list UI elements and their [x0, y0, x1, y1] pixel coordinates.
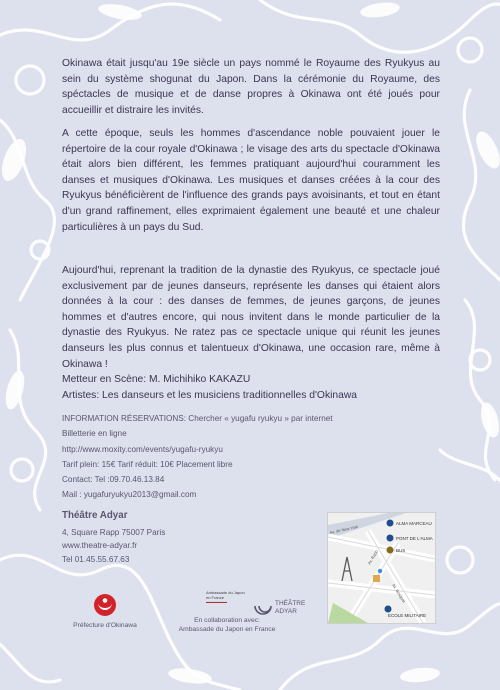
intro-paragraph: Okinawa était jusqu'au 19e siècle un pays nommé le Royaume des Ryukyus au sein du système shogunat du Japon. Dans la cérémonie du Royaume, des spéctacles de musique et de danse propres à Okinawa ont été joués pour accueillir et distraire les invités.: [62, 58, 440, 116]
venue-marker-icon: [373, 575, 380, 582]
venue-name: Théâtre Adyar: [62, 510, 128, 521]
ambassade-emblem: [202, 590, 252, 612]
okinawa-prefecture-logo: [70, 590, 140, 630]
ambassade-japanese-text: ▬▬▬▬▬▬: [206, 600, 227, 604]
map-label-ecole-militaire: ECOLE MILITAIRE: [388, 613, 427, 618]
venue-address: 4, Square Rapp 75007 Paris: [62, 527, 166, 537]
venue-website[interactable]: www.theatre-adyar.fr: [62, 541, 138, 551]
ambassade-line1: Ambassade du Japon: [206, 590, 245, 595]
credits-block: [62, 372, 357, 403]
reservation-info-block: [62, 411, 333, 503]
map-label-pont-alma: PONT DE L'ALMA: [396, 536, 433, 541]
theatre-logo-line1: THÉÂTRE: [275, 600, 306, 607]
contact-phone: Contact: Tel :09.70.46.13.84: [62, 475, 165, 485]
okinawa-caption: Préfecture d'Okinawa: [73, 622, 137, 629]
map-label-new-york: Av. de New York: [329, 524, 359, 535]
venue-block: [62, 509, 165, 566]
map-label-bosquet: Av. Bosquet: [391, 582, 407, 604]
theatre-logo-line2: ADYAR: [275, 608, 297, 615]
ambassade-line2: en France: [206, 595, 225, 600]
contact-email[interactable]: Mail : yugafuryukyu2013@gmail.com: [62, 490, 197, 500]
venue-phone: Tel 01.45.55.67.63: [62, 554, 130, 564]
map-label-rapp: Av. Rapp: [366, 549, 379, 566]
history-paragraph: A cette époque, seuls les hommes d'ascendance noble pouvaient jouer le répertoire de la cour royale d'Okinawa ; le visage des arts du spectacle d'Okinawa était alors bien différent, les femmes pratiquant aujourd'hui couramment les danses et musiques d'Okinawa. Les musiques et danses créées à la cour des Ryukyus bénéficièrent de l'influence des grands pays avoisinants, et tout en étant d'un grand raffinement, elles exprimaient également une beauté et une chaleur particulières à un pays du Sud.: [62, 128, 440, 233]
venue-map: [327, 512, 436, 624]
map-label-bus: BUS: [396, 548, 406, 553]
show-paragraph: Aujourd'hui, reprenant la tradition de la dynastie des Ryukyus, ce spectacle joué exclusivement par de jeunes danseurs, représente les danses qui étaient alors données à la cour : des danses de femmes, de jeunes garçons, de jeunes hommes et d'autres encore, qui nous invitent dans le monde particulier de la dynastie des Ryukyus. Ne ratez pas ce spectacle unique qui réunit les jeunes danseurs les plus connus et talentueux d'Okinawa, une occasion rare, même à Okinawa !: [62, 265, 440, 370]
artists-credit: Artistes: Les danseurs et les musiciens traditionnelles d'Okinawa: [62, 389, 357, 401]
okinawa-prefecture-icon: [93, 593, 117, 617]
theatre-adyar-icon: [253, 596, 317, 616]
pricing: Tarif plein: 15€ Tarif réduit: 10€ Placement libre: [62, 459, 233, 469]
collab-line2: Ambassade du Japon en France: [178, 626, 276, 633]
reservation-heading: INFORMATION RÉSERVATIONS: Chercher « yugafu ryukyu » par internet: [62, 414, 333, 423]
theatre-adyar-logo: [250, 596, 320, 616]
online-ticketing: Billetterie en ligne: [62, 429, 127, 439]
director-credit: Metteur en Scène: M. Michihiko KAKAZU: [62, 374, 251, 385]
map-label-alma-marceau: ALMA MARCEAU: [396, 521, 432, 526]
collab-line1: En collaboration avec:: [194, 617, 260, 624]
ticketing-url[interactable]: http://www.moxity.com/events/yugafu-ryukyu: [62, 444, 223, 454]
